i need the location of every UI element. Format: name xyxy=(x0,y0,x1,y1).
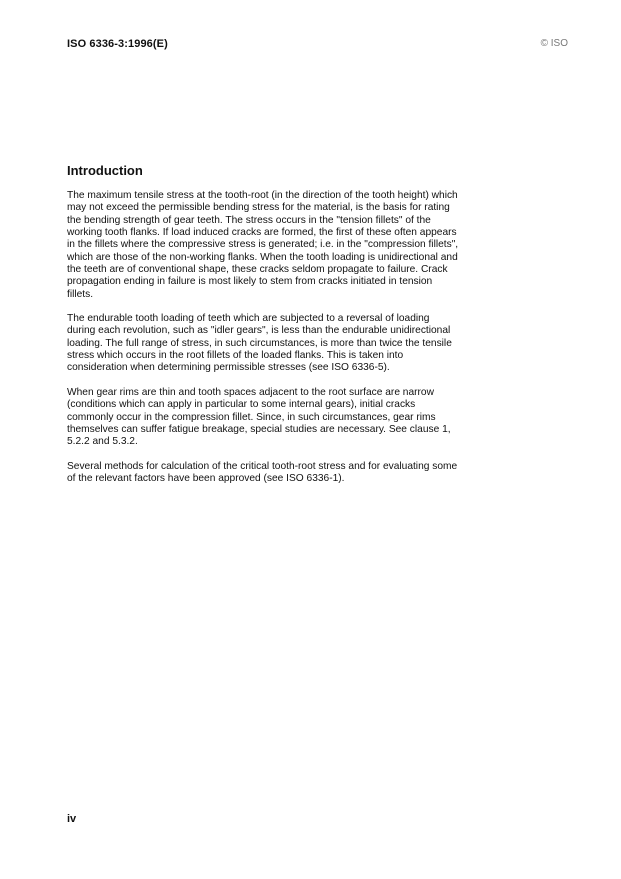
paragraph: Several methods for calculation of the critical tooth-root stress and for evaluating some of the relevant factors have been approved (see ISO 6336-1). xyxy=(67,460,458,484)
section-title: Introduction xyxy=(67,163,143,178)
paragraph: The maximum tensile stress at the tooth-root (in the direction of the tooth height) which may not exceed the permissible bending stress for the material, is the basis for rating the bending strength of gear teeth. The stress occurs in the "tension fillets" of the working tooth flanks. If load induced cracks are formed, the first of these often appears in the fillets where the compressive stress is generated; i.e. in the "compression fillets", which are those of the non-working flanks. When the tooth loading is unidirectional and the teeth are of conventional shape, these cracks seldom propagate to failure. Crack propagation ending in failure is most likely to stem from cracks initiated in tension fillets. xyxy=(67,190,459,300)
copyright-notice: © ISO xyxy=(540,38,568,49)
document-identifier: ISO 6336-3:1996(E) xyxy=(67,38,168,50)
introduction-body xyxy=(67,190,459,497)
paragraph: When gear rims are thin and tooth spaces adjacent to the root surface are narrow (conditions which can apply in particular to some internal gears), initial cracks commonly occur in the compression fillet. Since, in such circumstances, gear rims themselves can suffer fatigue breakage, special studies are necessary. See clause 1, 5.2.2 and 5.3.2. xyxy=(67,386,451,448)
page-number: iv xyxy=(67,813,77,825)
paragraph: The endurable tooth loading of teeth which are subjected to a reversal of loading during each revolution, such as "idler gears", is less than the endurable unidirectional loading. The full range of stress, in such circumstances, is more than twice the tensile stress which occurs in the root fillets of the loaded flanks. This is taken into consideration when determining permissible stresses (see ISO 6336-5). xyxy=(67,313,452,374)
